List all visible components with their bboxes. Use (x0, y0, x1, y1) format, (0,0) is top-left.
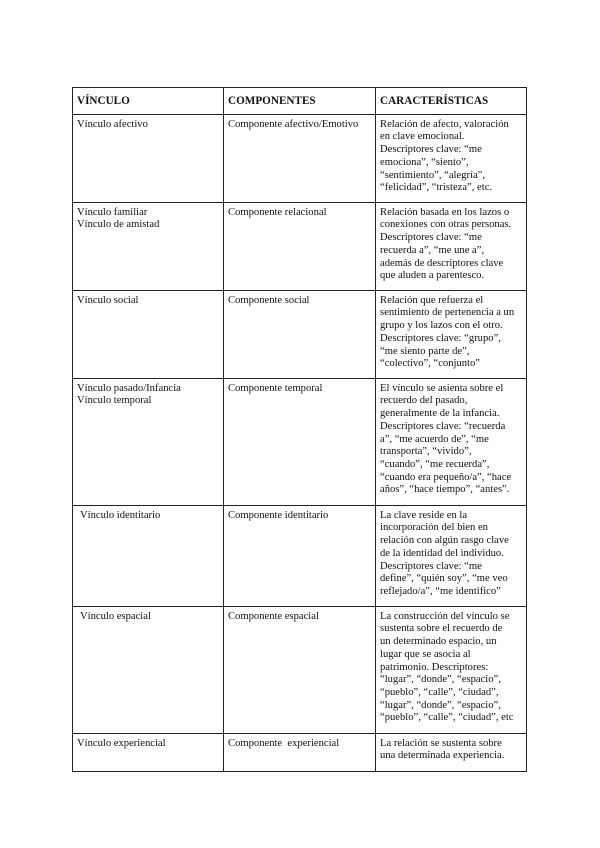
caracteristicas-line: de la identidad del individuo. (380, 547, 504, 559)
caracteristicas-line: recuerda a”, “me une a”, (380, 244, 485, 256)
caracteristicas-line: “lugar”, “donde”, “espacio”, (380, 699, 501, 711)
caracteristicas-line: sustenta sobre el recuerdo de (380, 623, 503, 635)
caracteristicas-line: “cuando era pequeño/a”, “hace (380, 471, 512, 483)
caracteristicas-line: Relación que refuerza el (380, 294, 484, 306)
vinculo-line: Vínculo familiar (77, 206, 148, 218)
vinculo-cell (73, 290, 224, 378)
caracteristicas-line: Descriptores clave: “me (380, 560, 482, 572)
caracteristicas-cell (376, 290, 527, 378)
caracteristicas-line: sentimiento de pertenencia a un (380, 307, 515, 319)
componente-cell: Componente afectivo/Emotivo (224, 114, 376, 202)
caracteristicas-cell (376, 606, 527, 733)
caracteristicas-line: generalmente de la infancia. (380, 408, 500, 420)
vinculo-cell (73, 606, 224, 733)
header-vinculo: VÍNCULO (73, 88, 224, 115)
table-row (73, 733, 527, 771)
vinculos-table (72, 87, 527, 772)
caracteristicas-line: lugar que se asocia al (380, 648, 471, 660)
caracteristicas-cell (376, 378, 527, 505)
caracteristicas-line: “cuando”, “me recuerda”, (380, 458, 490, 470)
caracteristicas-line: años”, “hace tiempo”, “antes”. (380, 484, 510, 496)
vinculo-line: Vínculo afectivo (77, 118, 148, 130)
vinculo-line: Vínculo pasado/Infancia (77, 382, 181, 394)
caracteristicas-line: un determinado espacio, un (380, 636, 497, 648)
caracteristicas-line: relación con algún rasgo clave (380, 535, 509, 547)
vinculo-cell (73, 114, 224, 202)
caracteristicas-cell (376, 114, 527, 202)
table-row (73, 290, 527, 378)
header-row (73, 88, 527, 115)
caracteristicas-line: La relación se sustenta sobre (380, 737, 502, 749)
caracteristicas-line: Descriptores clave: “grupo”, (380, 332, 501, 344)
vinculo-cell (73, 505, 224, 606)
caracteristicas-cell (376, 505, 527, 606)
caracteristicas-line: a”, “me acuerdo de”, “me (380, 433, 489, 445)
caracteristicas-line: además de descriptores clave (380, 257, 504, 269)
caracteristicas-line: grupo y los lazos con el otro. (380, 320, 503, 332)
caracteristicas-line: Descriptores clave: “me (380, 232, 482, 244)
table-row (73, 202, 527, 290)
vinculo-line: Vínculo experiencial (77, 737, 166, 749)
vinculo-cell (73, 378, 224, 505)
caracteristicas-line: recuerdo del pasado, (380, 395, 468, 407)
vinculo-cell (73, 202, 224, 290)
componente-cell: Componente social (224, 290, 376, 378)
caracteristicas-line: patrimonio. Descriptores: (380, 661, 489, 673)
vinculo-line: Vínculo espacial (80, 610, 151, 622)
header-caracteristicas: CARACTERÍSTICAS (376, 88, 527, 115)
caracteristicas-line: La construcción del vínculo se (380, 610, 510, 622)
header-componentes: COMPONENTES (224, 88, 376, 115)
caracteristicas-line: El vínculo se asienta sobre el (380, 382, 504, 394)
caracteristicas-line: “felicidad”, “tristeza”, etc. (380, 182, 493, 194)
caracteristicas-line: una determinada experiencia. (380, 750, 505, 762)
vinculo-line: Vínculo identitario (80, 509, 161, 521)
caracteristicas-line: define”, “quién soy”, “me veo (380, 573, 508, 585)
caracteristicas-line: “colectivo”, “conjunto” (380, 358, 481, 370)
caracteristicas-line: La clave reside en la (380, 509, 468, 521)
caracteristicas-line: reflejado/a”, “me identifico” (380, 585, 501, 597)
table-row (73, 114, 527, 202)
table-row (73, 606, 527, 733)
caracteristicas-line: “pueblo”, “calle”, “ciudad”, (380, 686, 499, 698)
caracteristicas-line: “lugar”, “donde”, “espacio”, (380, 674, 501, 686)
vinculo-cell (73, 733, 224, 771)
caracteristicas-line: “me siento parte de”, (380, 345, 470, 357)
vinculo-line: Vínculo temporal (77, 395, 152, 407)
table-row (73, 505, 527, 606)
caracteristicas-line: emociona”, “siento”, (380, 156, 469, 168)
caracteristicas-line: conexiones con otras personas. (380, 219, 512, 231)
table-row (73, 378, 527, 505)
componente-cell: Componente temporal (224, 378, 376, 505)
caracteristicas-line: transporta”, “vivido”, (380, 446, 472, 458)
caracteristicas-line: “sentimiento”, “alegría”, (380, 169, 486, 181)
caracteristicas-cell (376, 733, 527, 771)
caracteristicas-cell (376, 202, 527, 290)
componente-cell: Componente espacial (224, 606, 376, 733)
caracteristicas-line: que aluden a parentesco. (380, 270, 485, 282)
vinculo-line: Vínculo de amistad (77, 219, 160, 231)
vinculo-line: Vínculo social (77, 294, 139, 306)
componente-cell: Componente identitario (224, 505, 376, 606)
caracteristicas-line: en clave emocional. (380, 131, 465, 143)
caracteristicas-line: Descriptores clave: “me (380, 144, 482, 156)
componente-cell: Componente relacional (224, 202, 376, 290)
componente-cell: Componente experiencial (224, 733, 376, 771)
caracteristicas-line: Descriptores clave: “recuerda (380, 420, 506, 432)
caracteristicas-line: Relación basada en los lazos o (380, 206, 510, 218)
caracteristicas-line: Relación de afecto, valoración (380, 118, 509, 130)
caracteristicas-line: incorporación del bien en (380, 522, 488, 534)
caracteristicas-line: “pueblo”, “calle”, “ciudad”, etc (380, 712, 514, 724)
